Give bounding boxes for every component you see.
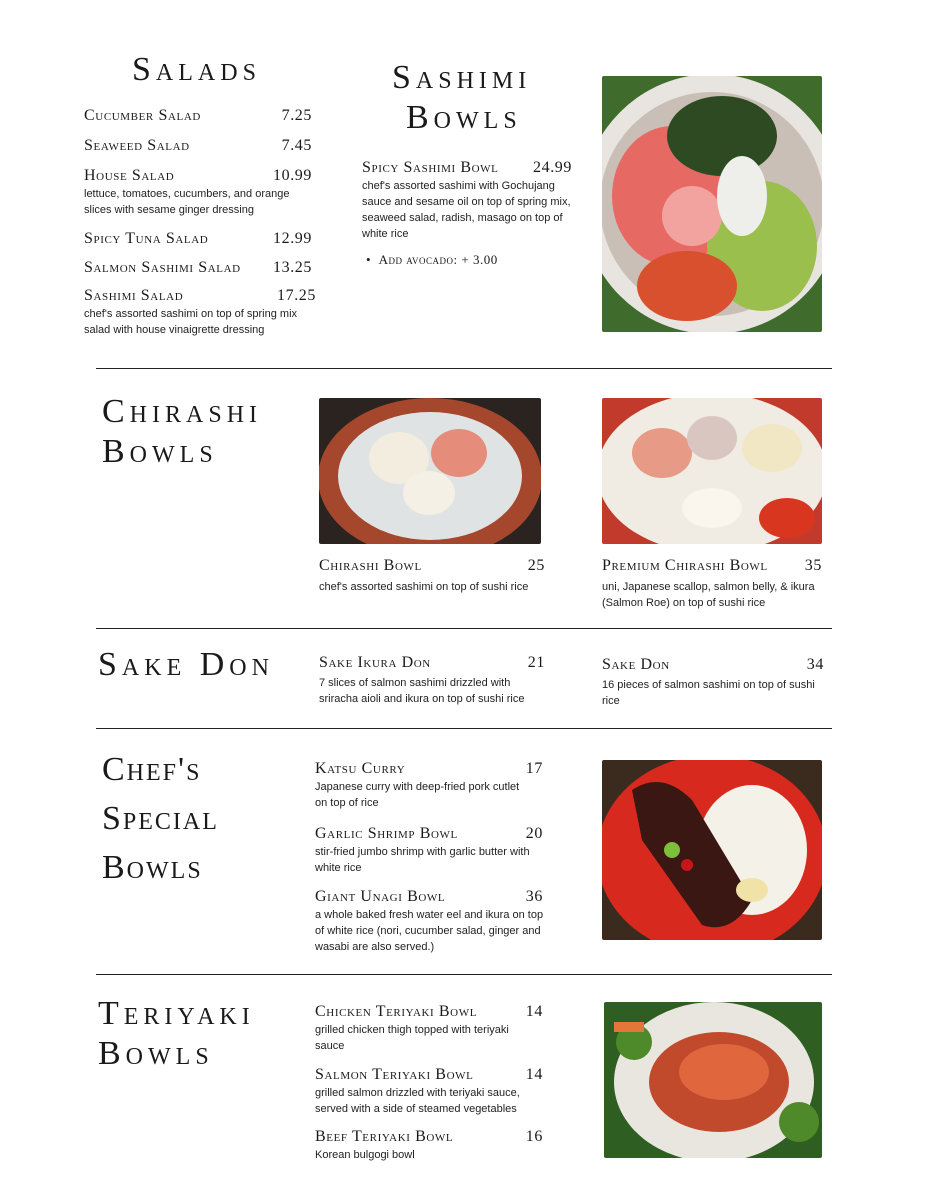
- menu-item: [84, 286, 316, 338]
- item-name: Spicy Tuna Salad: [84, 230, 209, 247]
- item-name: House Salad: [84, 167, 175, 184]
- sashimi-heading-line1: Sashimi: [392, 59, 532, 96]
- unagi-bowl-illustration: [602, 760, 822, 940]
- item-price: 13.25: [273, 259, 312, 276]
- menu-item: [315, 759, 545, 811]
- item-name: Chicken Teriyaki Bowl: [315, 1003, 478, 1020]
- menu-item: [319, 556, 545, 595]
- item-price: 16: [525, 1128, 543, 1145]
- item-description: Japanese curry with deep-fried pork cutlet on top of rice: [315, 781, 520, 809]
- item-price: 17: [525, 760, 543, 777]
- teriyaki-bowl-illustration: [604, 1002, 822, 1158]
- menu-item: [319, 653, 545, 707]
- spicy-sashimi-bowl-photo: [602, 76, 822, 332]
- item-price: 12.99: [273, 230, 312, 247]
- section-divider: [96, 368, 832, 369]
- menu-item: [84, 136, 312, 156]
- item-name: Seaweed Salad: [84, 137, 190, 154]
- item-description: grilled salmon drizzled with teriyaki sauce, served with a side of steamed vegetables: [315, 1087, 520, 1115]
- menu-item: [315, 887, 545, 955]
- salmon-teriyaki-bowl-photo: [604, 1002, 822, 1158]
- item-description: stir-fried jumbo shrimp with garlic butter with white rice: [315, 846, 530, 874]
- item-price: 17.25: [277, 287, 316, 304]
- menu-item: [84, 258, 312, 278]
- addon-line: [366, 252, 498, 268]
- chefs-heading-line3: Bowls: [102, 849, 203, 886]
- item-name: Chirashi Bowl: [319, 557, 422, 574]
- sake-don-heading: Sake Don: [98, 646, 274, 683]
- item-description: uni, Japanese scallop, salmon belly, & ikura (Salmon Roe) on top of sushi rice: [602, 581, 815, 609]
- chirashi-heading-line2: Bowls: [102, 433, 218, 470]
- menu-item: [315, 1065, 545, 1117]
- item-description: chef's assorted sashimi on top of spring mix salad with house vinaigrette dressing: [84, 308, 298, 336]
- item-description: chef's assorted sashimi on top of sushi rice: [319, 581, 529, 593]
- item-price: 7.45: [281, 137, 312, 154]
- item-description: a whole baked fresh water eel and ikura on top of white rice (nori, cucumber salad, ginger and wasabi are also served.): [315, 909, 544, 953]
- premium-chirashi-bowl-photo: [602, 398, 822, 544]
- addon-text: Add avocado: + 3.00: [378, 252, 498, 267]
- item-description: chef's assorted sashimi with Gochujang sauce and sesame oil on top of spring mix, seaweed salad, radish, masago on top of white rice: [362, 180, 571, 240]
- menu-item: [84, 106, 312, 126]
- bullet-icon: •: [366, 252, 379, 267]
- item-description: 16 pieces of salmon sashimi on top of sushi rice: [602, 679, 815, 707]
- section-divider: [96, 628, 832, 629]
- giant-unagi-bowl-photo: [602, 760, 822, 940]
- menu-item: [362, 158, 572, 242]
- item-name: Katsu Curry: [315, 760, 406, 777]
- chirashi-bowl-illustration: [319, 398, 541, 544]
- chefs-heading-line2: Special: [102, 800, 219, 837]
- item-price: 14: [525, 1066, 543, 1083]
- item-price: 25: [527, 557, 545, 574]
- item-name: Spicy Sashimi Bowl: [362, 159, 499, 176]
- item-price: 10.99: [273, 167, 312, 184]
- item-price: 7.25: [281, 107, 312, 124]
- item-name: Sashimi Salad: [84, 287, 184, 304]
- menu-item: [315, 1127, 545, 1163]
- teriyaki-heading-line1: Teriyaki: [98, 995, 255, 1032]
- item-price: 24.99: [533, 159, 572, 176]
- salads-heading: Salads: [132, 51, 261, 88]
- item-name: Salmon Sashimi Salad: [84, 259, 241, 276]
- chirashi-heading-line1: Chirashi: [102, 393, 263, 430]
- item-price: 14: [525, 1003, 543, 1020]
- item-price: 35: [804, 557, 822, 574]
- item-name: Cucumber Salad: [84, 107, 201, 124]
- item-name: Sake Ikura Don: [319, 654, 431, 671]
- item-price: 36: [525, 888, 543, 905]
- menu-item: [84, 229, 312, 249]
- item-description: 7 slices of salmon sashimi drizzled with sriracha aioli and ikura on top of sushi rice: [319, 677, 525, 705]
- item-description: lettuce, tomatoes, cucumbers, and orange slices with sesame ginger dressing: [84, 188, 290, 216]
- menu-item: [84, 166, 312, 218]
- sashimi-heading-line2: Bowls: [406, 99, 522, 136]
- item-description: Korean bulgogi bowl: [315, 1149, 415, 1161]
- section-divider: [96, 974, 832, 975]
- item-name: Premium Chirashi Bowl: [602, 557, 768, 574]
- menu-item: [315, 1002, 545, 1054]
- item-name: Garlic Shrimp Bowl: [315, 825, 458, 842]
- sashimi-bowl-illustration: [602, 76, 822, 332]
- teriyaki-heading-line2: Bowls: [98, 1035, 214, 1072]
- menu-item: [602, 655, 832, 709]
- item-name: Salmon Teriyaki Bowl: [315, 1066, 474, 1083]
- chirashi-bowl-photo: [319, 398, 541, 544]
- menu-item: [315, 824, 545, 876]
- menu-item: [602, 556, 832, 611]
- section-divider: [96, 728, 832, 729]
- item-name: Beef Teriyaki Bowl: [315, 1128, 454, 1145]
- premium-chirashi-illustration: [602, 398, 822, 544]
- item-price: 20: [525, 825, 543, 842]
- item-description: grilled chicken thigh topped with teriyaki sauce: [315, 1024, 509, 1052]
- item-name: Sake Don: [602, 656, 670, 673]
- item-price: 34: [806, 656, 824, 673]
- item-name: Giant Unagi Bowl: [315, 888, 446, 905]
- chefs-heading-line1: Chef's: [102, 751, 202, 788]
- item-price: 21: [527, 654, 545, 671]
